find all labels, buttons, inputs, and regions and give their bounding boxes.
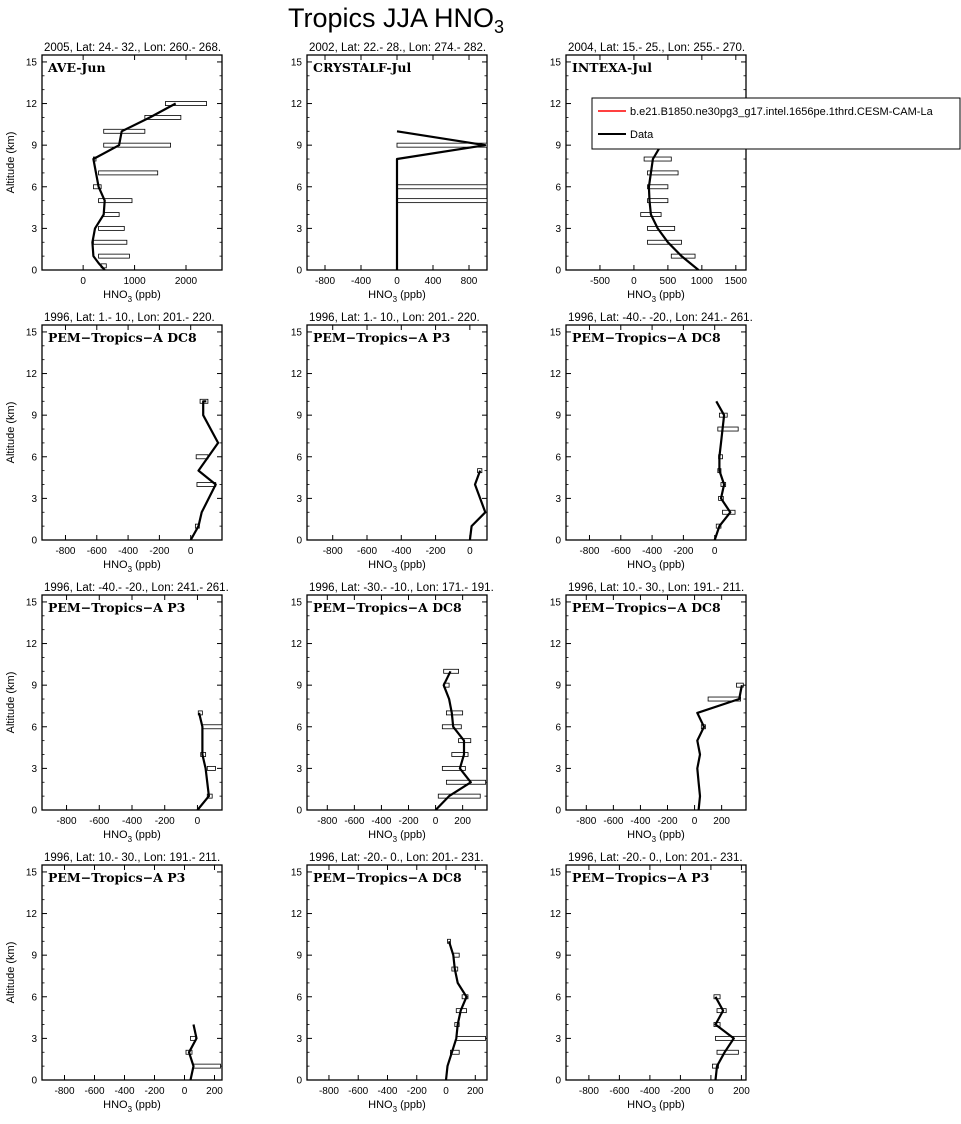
x-tick-label: 200: [466, 1086, 484, 1097]
x-tick-label: -200: [154, 816, 175, 827]
panel-frame: [566, 865, 746, 1080]
y-tick-label: 6: [555, 992, 561, 1004]
x-label-main: HNO: [103, 559, 128, 571]
y-tick-label: 0: [296, 805, 302, 817]
x-tick-label: -800: [576, 816, 597, 827]
x-label-units: (ppb): [656, 829, 685, 841]
y-tick-label: 12: [549, 369, 561, 381]
x-tick-label: -800: [314, 276, 336, 287]
x-tick-label: 200: [713, 816, 730, 827]
y-tick-label: 0: [31, 805, 37, 817]
campaign-label: PEM−Tropics−A DC8: [313, 870, 462, 885]
x-label-main: HNO: [103, 829, 128, 841]
panel-frame: [307, 595, 487, 810]
x-tick-label: 0: [194, 816, 201, 827]
x-tick-label: -600: [86, 546, 107, 557]
y-tick-label: 3: [555, 1033, 561, 1045]
y-tick-label: 3: [296, 763, 302, 775]
y-tick-label: 3: [31, 1033, 37, 1045]
campaign-label: PEM−Tropics−A DC8: [572, 600, 721, 615]
y-tick-label: 0: [555, 1075, 561, 1087]
x-label-units: (ppb): [132, 289, 161, 301]
x-tick-label: -800: [317, 816, 338, 827]
panel-1: [5, 42, 222, 304]
x-tick-label: -400: [114, 1086, 135, 1097]
x-tick-label: 200: [454, 816, 471, 827]
plot-area: [186, 1025, 221, 1081]
y-tick-label: 9: [296, 410, 302, 422]
x-axis-label: [627, 289, 685, 304]
x-tick-label: -800: [322, 546, 343, 557]
range-bar: [452, 753, 468, 757]
y-tick-label: 3: [555, 763, 561, 775]
y-tick-label: 9: [555, 680, 561, 692]
data-profile-line: [470, 471, 485, 540]
x-tick-label: -800: [56, 816, 77, 827]
x-tick-label: 500: [659, 276, 677, 287]
range-bar: [438, 794, 480, 798]
x-tick-label: 1000: [690, 276, 713, 287]
y-tick-label: 15: [290, 597, 302, 609]
y-tick-label: 0: [31, 1075, 37, 1087]
x-axis-label: [368, 1099, 426, 1114]
range-bar: [456, 1036, 485, 1040]
x-tick-label: 0: [691, 816, 698, 827]
y-tick-label: 0: [555, 805, 561, 817]
x-axis-label: [627, 1099, 685, 1114]
y-tick-label: 12: [290, 369, 302, 381]
range-bar: [202, 725, 222, 729]
y-tick-label: 12: [25, 639, 37, 651]
y-tick-label: 9: [296, 950, 302, 962]
y-tick-label: 3: [555, 493, 561, 505]
x-label-main: HNO: [627, 559, 652, 571]
x-label-sub: 3: [127, 835, 133, 844]
x-tick-label: -200: [425, 546, 446, 557]
legend-label: Data: [630, 129, 654, 141]
x-label-sub: 3: [127, 1105, 133, 1114]
x-label-sub: 3: [392, 295, 398, 304]
y-tick-label: 15: [549, 597, 561, 609]
y-tick-label: 15: [290, 867, 302, 879]
y-tick-label: 12: [25, 909, 37, 921]
plot-area: [470, 469, 485, 540]
y-tick-label: 6: [555, 182, 561, 194]
campaign-label: PEM−Tropics−A P3: [48, 870, 186, 885]
y-tick-label: 0: [555, 265, 561, 277]
y-tick-label: 15: [25, 327, 37, 339]
x-label-units: (ppb): [397, 559, 426, 571]
x-label-main: HNO: [368, 1099, 393, 1111]
campaign-label: PEM−Tropics−A DC8: [48, 330, 197, 345]
panel-3: [550, 42, 747, 304]
campaign-label: PEM−Tropics−A DC8: [572, 330, 721, 345]
x-label-main: HNO: [368, 829, 393, 841]
range-bar: [104, 143, 171, 147]
x-tick-label: -600: [89, 816, 110, 827]
x-label-sub: 3: [392, 1105, 398, 1114]
campaign-label: PEM−Tropics−A P3: [313, 330, 451, 345]
x-tick-label: -200: [670, 1086, 691, 1097]
x-tick-label: 0: [708, 1086, 714, 1097]
x-label-units: (ppb): [397, 829, 426, 841]
x-tick-label: 400: [424, 276, 442, 287]
range-bar: [99, 226, 125, 230]
x-tick-label: -800: [579, 546, 600, 557]
panel-12: [550, 852, 750, 1114]
x-tick-label: 0: [80, 276, 86, 287]
y-tick-label: 6: [296, 182, 302, 194]
range-bar: [446, 780, 485, 784]
range-bar: [194, 1064, 221, 1068]
panel-11: [291, 852, 487, 1114]
x-label-sub: 3: [651, 565, 657, 574]
x-tick-label: -200: [657, 816, 678, 827]
y-tick-label: 15: [549, 57, 561, 69]
y-tick-label: 9: [555, 950, 561, 962]
panel-frame: [566, 595, 746, 810]
x-tick-label: 0: [394, 276, 400, 287]
x-tick-label: 0: [187, 546, 194, 557]
campaign-label: PEM−Tropics−A P3: [48, 600, 186, 615]
x-tick-label: -400: [639, 1086, 660, 1097]
y-tick-label: 6: [31, 722, 37, 734]
x-tick-label: 2000: [174, 276, 198, 287]
range-bar: [397, 199, 487, 203]
campaign-label: INTEXA-Jul: [572, 60, 652, 75]
y-tick-label: 3: [31, 493, 37, 505]
x-tick-label: -800: [54, 1086, 75, 1097]
panel-frame: [307, 325, 487, 540]
y-tick-label: 0: [296, 265, 302, 277]
panel-subtitle: 1996, Lat: -20.- 0., Lon: 201.- 231.: [568, 852, 743, 864]
y-tick-label: 12: [290, 99, 302, 111]
y-tick-label: 15: [549, 327, 561, 339]
x-tick-label: -200: [144, 1086, 165, 1097]
panel-subtitle: 1996, Lat: -40.- -20., Lon: 241.- 261.: [568, 312, 753, 324]
y-tick-label: 15: [290, 327, 302, 339]
plot-area: [198, 711, 223, 810]
x-label-units: (ppb): [397, 289, 426, 301]
panel-9: [550, 582, 746, 844]
range-bar: [93, 240, 126, 244]
x-label-units: (ppb): [656, 289, 685, 301]
range-bar: [99, 171, 158, 175]
range-bar: [446, 711, 462, 715]
panel-subtitle: 1996, Lat: -40.- -20., Lon: 241.- 261.: [44, 582, 229, 594]
data-profile-line: [189, 1025, 197, 1081]
range-bar: [99, 254, 130, 258]
plot-area: [712, 995, 746, 1080]
y-tick-label: 12: [549, 639, 561, 651]
panel-6: [550, 312, 753, 574]
x-axis-label: [103, 829, 161, 844]
x-tick-label: -600: [603, 816, 624, 827]
y-tick-label: 9: [296, 140, 302, 152]
x-tick-label: -400: [391, 546, 412, 557]
x-label-units: (ppb): [132, 559, 161, 571]
x-axis-label: [103, 289, 161, 304]
x-label-sub: 3: [127, 565, 133, 574]
panel-subtitle: 1996, Lat: 10.- 30., Lon: 191.- 211.: [44, 852, 221, 864]
y-tick-label: 12: [290, 909, 302, 921]
x-tick-label: -200: [406, 1086, 427, 1097]
range-bar: [644, 157, 671, 161]
data-profile-line: [715, 401, 731, 540]
panel-4: [5, 312, 222, 574]
panel-8: [291, 582, 494, 844]
y-tick-label: 9: [296, 680, 302, 692]
x-tick-label: 0: [181, 1086, 188, 1097]
x-tick-label: 200: [206, 1086, 223, 1097]
panel-subtitle: 2005, Lat: 24.- 32., Lon: 260.- 268.: [44, 42, 222, 54]
x-tick-label: -600: [356, 546, 378, 557]
y-tick-label: 9: [555, 410, 561, 422]
x-axis-label: [103, 1099, 161, 1114]
x-axis-label: [368, 829, 426, 844]
panel-10: [5, 852, 223, 1114]
x-tick-label: -400: [642, 546, 663, 557]
y-tick-label: 12: [25, 369, 37, 381]
y-tick-label: 9: [31, 140, 37, 152]
x-label-main: HNO: [627, 289, 652, 301]
panel-frame: [42, 595, 222, 810]
x-tick-label: -400: [630, 816, 651, 827]
y-tick-label: 6: [31, 452, 37, 464]
x-label-main: HNO: [627, 829, 652, 841]
x-label-main: HNO: [103, 1099, 128, 1111]
range-bar: [648, 240, 682, 244]
range-bar: [442, 725, 461, 729]
y-axis-label: Altitude (km): [5, 131, 17, 194]
x-tick-label: -200: [398, 816, 419, 827]
x-label-units: (ppb): [656, 1099, 685, 1111]
x-label-main: HNO: [627, 1099, 652, 1111]
range-bar: [717, 1050, 738, 1054]
panel-subtitle: 1996, Lat: 10.- 30., Lon: 191.- 211.: [568, 582, 745, 594]
y-tick-label: 6: [296, 722, 302, 734]
x-label-sub: 3: [127, 295, 133, 304]
x-label-main: HNO: [368, 289, 393, 301]
y-tick-label: 6: [555, 722, 561, 734]
y-tick-label: 15: [25, 867, 37, 879]
plot-area: [446, 939, 486, 1080]
x-axis-label: [627, 559, 685, 574]
panel-2: [291, 42, 487, 304]
x-tick-label: 1000: [123, 276, 146, 287]
panel-frame: [307, 865, 487, 1080]
x-tick-label: -400: [121, 816, 143, 827]
x-tick-label: -600: [348, 1086, 369, 1097]
y-tick-label: 3: [296, 493, 302, 505]
panel-frame: [42, 865, 222, 1080]
x-label-main: HNO: [368, 559, 393, 571]
x-label-main: HNO: [103, 289, 128, 301]
x-axis-label: [103, 559, 161, 574]
y-tick-label: 15: [290, 57, 302, 69]
x-tick-label: -400: [118, 546, 139, 557]
range-bar: [648, 226, 675, 230]
panel-subtitle: 1996, Lat: 1.- 10., Lon: 201.- 220.: [44, 312, 215, 324]
y-tick-label: 6: [555, 452, 561, 464]
x-tick-label: 0: [631, 276, 637, 287]
x-tick-label: 200: [733, 1086, 750, 1097]
figure-title: Tropics JJA $HNO_3$: [288, 3, 505, 37]
y-tick-label: 15: [25, 57, 37, 69]
range-bar: [207, 766, 215, 770]
x-tick-label: 800: [460, 276, 478, 287]
plot-area: [436, 669, 486, 810]
x-tick-label: -600: [344, 816, 365, 827]
y-tick-label: 9: [31, 410, 37, 422]
y-tick-label: 0: [296, 535, 302, 547]
y-tick-label: 6: [31, 182, 37, 194]
y-tick-label: 3: [555, 223, 561, 235]
panel-frame: [566, 325, 746, 540]
legend: [592, 98, 960, 149]
panel-5: [291, 312, 487, 574]
panel-frame: [42, 325, 222, 540]
data-profile-line: [92, 104, 175, 271]
y-tick-label: 12: [549, 99, 561, 111]
x-tick-label: -800: [578, 1086, 599, 1097]
panel-7: [5, 582, 229, 844]
x-label-units: (ppb): [397, 1099, 426, 1111]
legend-label: b.e21.B1850.ne30pg3_g17.intel.1656pe.1thrd.CESM-CAM-La: [630, 106, 933, 118]
x-label-sub: 3: [651, 1105, 657, 1114]
x-axis-label: [627, 829, 685, 844]
x-axis-label: [368, 559, 426, 574]
range-bar: [397, 185, 487, 189]
y-tick-label: 12: [549, 909, 561, 921]
range-bar: [104, 213, 119, 217]
x-tick-label: -600: [609, 1086, 630, 1097]
x-label-sub: 3: [651, 835, 657, 844]
y-tick-label: 3: [296, 1033, 302, 1045]
panel-subtitle: 1996, Lat: 1.- 10., Lon: 201.- 220.: [309, 312, 480, 324]
panel-subtitle: 1996, Lat: -20.- 0., Lon: 201.- 231.: [309, 852, 484, 864]
x-tick-label: 1500: [724, 276, 747, 287]
y-axis-label: Altitude (km): [5, 941, 17, 1004]
x-tick-label: -800: [55, 546, 76, 557]
y-tick-label: 0: [296, 1075, 302, 1087]
panel-subtitle: 1996, Lat: -30.- -10., Lon: 171.- 191.: [309, 582, 494, 594]
campaign-label: CRYSTALF-Jul: [313, 60, 412, 75]
plot-area: [191, 399, 218, 540]
y-tick-label: 3: [296, 223, 302, 235]
x-tick-label: -400: [350, 276, 372, 287]
data-profile-line: [191, 401, 218, 540]
x-tick-label: -400: [371, 816, 392, 827]
y-tick-label: 6: [31, 992, 37, 1004]
x-axis-label: [368, 289, 426, 304]
x-tick-label: -200: [149, 546, 170, 557]
y-tick-label: 12: [25, 99, 37, 111]
y-tick-label: 3: [31, 763, 37, 775]
y-tick-label: 9: [31, 950, 37, 962]
x-label-units: (ppb): [656, 559, 685, 571]
y-tick-label: 15: [25, 597, 37, 609]
x-tick-label: 0: [443, 1086, 449, 1097]
y-tick-label: 0: [31, 265, 37, 277]
x-tick-label: -500: [589, 276, 610, 287]
x-tick-label: -600: [610, 546, 631, 557]
x-tick-label: -200: [673, 546, 694, 557]
y-tick-label: 6: [296, 452, 302, 464]
panel-frame: [566, 55, 746, 270]
y-tick-label: 9: [555, 140, 561, 152]
y-axis-label: Altitude (km): [5, 401, 17, 464]
y-tick-label: 12: [290, 639, 302, 651]
data-profile-line: [697, 685, 742, 810]
x-tick-label: 0: [711, 546, 718, 557]
x-label-units: (ppb): [132, 1099, 161, 1111]
panel-frame: [42, 55, 222, 270]
plot-area: [697, 683, 743, 810]
x-tick-label: 0: [432, 816, 439, 827]
campaign-label: PEM−Tropics−A DC8: [313, 600, 462, 615]
plot-area: [92, 102, 206, 270]
x-label-units: (ppb): [132, 829, 161, 841]
range-bar: [648, 185, 668, 189]
y-tick-label: 0: [555, 535, 561, 547]
plot-area: [715, 401, 738, 540]
panel-subtitle: 2004, Lat: 15.- 25., Lon: 255.- 270.: [568, 42, 746, 54]
plot-area: [397, 131, 487, 270]
y-axis-label: Altitude (km): [5, 671, 17, 734]
x-tick-label: -400: [377, 1086, 398, 1097]
range-bar: [718, 427, 738, 431]
x-tick-label: -800: [318, 1086, 339, 1097]
campaign-label: AVE-Jun: [48, 60, 106, 75]
x-label-sub: 3: [392, 565, 398, 574]
panel-subtitle: 2002, Lat: 22.- 28., Lon: 274.- 282.: [309, 42, 487, 54]
range-bar: [444, 669, 459, 673]
y-tick-label: 6: [296, 992, 302, 1004]
y-tick-label: 9: [31, 680, 37, 692]
campaign-label: PEM−Tropics−A P3: [572, 870, 710, 885]
y-tick-label: 15: [549, 867, 561, 879]
x-label-sub: 3: [392, 835, 398, 844]
y-tick-label: 3: [31, 223, 37, 235]
x-tick-label: 0: [467, 546, 473, 557]
y-tick-label: 0: [31, 535, 37, 547]
x-label-sub: 3: [651, 295, 657, 304]
x-tick-label: -600: [84, 1086, 105, 1097]
